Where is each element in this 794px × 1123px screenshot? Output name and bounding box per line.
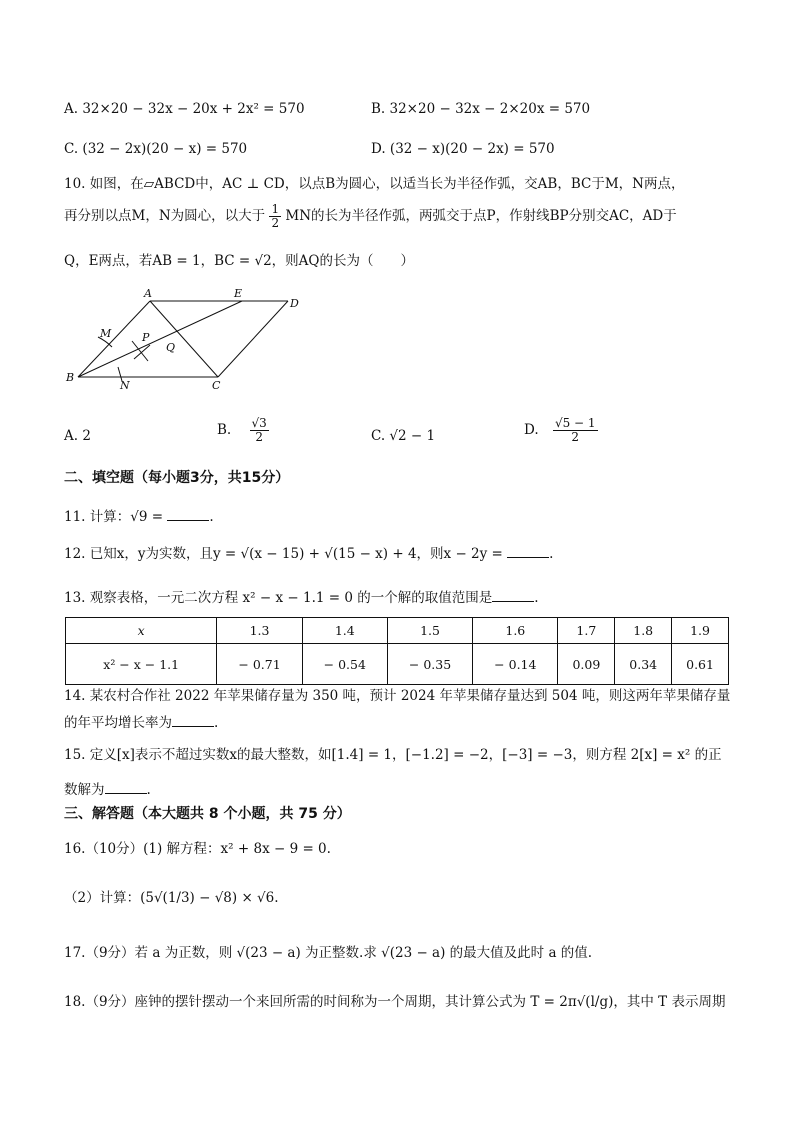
q11: 11. 计算：√9 = . bbox=[64, 509, 214, 525]
section-fill-in-heading: 二、填空题（每小题3分，共15分） bbox=[64, 470, 290, 486]
figure-label-b: B bbox=[66, 371, 75, 384]
q10-option-b: B. $\frac{√3}{2}$ bbox=[217, 416, 267, 445]
parallelogram-figure bbox=[60, 285, 320, 395]
fraction-one-half: $\frac{1}{2}$ bbox=[271, 202, 280, 231]
q10-line1: 10. 如图，在▱ABCD中，AC ⊥ CD，以点B为圆心，以适当长为半径作弧，交AB，BC于M，N两点， bbox=[64, 176, 685, 192]
figure-label-e: E bbox=[234, 287, 243, 300]
q10-line3: Q，E两点，若AB = 1，BC = √2，则AQ的长为（ ） bbox=[64, 253, 414, 269]
figure-label-c: C bbox=[212, 379, 221, 392]
q12: 12. 已知x，y为实数，且y = √(x − 15) + √(15 − x) + 4，则x − 2y = . bbox=[64, 546, 554, 562]
answer-blank[interactable] bbox=[105, 781, 147, 794]
figure-label-q: Q bbox=[166, 341, 176, 354]
q9-option-a: A. 32×20 − 32x − 20x + 2x² = 570 bbox=[64, 101, 305, 117]
segment-dc bbox=[218, 301, 288, 377]
q14-line1: 14. 某农村合作社 2022 年苹果储存量为 350 吨，预计 2024 年苹果储存量达到 504 吨，则这两年苹果储存量 bbox=[64, 688, 731, 704]
figure-label-n: N bbox=[120, 379, 130, 392]
q17: 17.（9分）若 a 为正数，则 √(23 − a) 为正整数.求 √(23 − a) 的最大值及此时 a 的值. bbox=[64, 945, 593, 961]
figure-label-d: D bbox=[290, 297, 299, 310]
q15-line2: 数解为 . bbox=[64, 782, 151, 798]
q10-option-c: C. √2 − 1 bbox=[371, 428, 436, 444]
figure-label-p: P bbox=[142, 331, 150, 344]
value-table bbox=[65, 617, 729, 685]
q10-option-a: A. 2 bbox=[64, 428, 91, 444]
answer-blank[interactable] bbox=[167, 508, 209, 521]
table-row: x² − x − 1.1 − 0.71 − 0.54 − 0.35 − 0.14 0.09 0.34 0.61 bbox=[66, 644, 729, 685]
figure-label-m: M bbox=[100, 327, 112, 340]
q9-option-c: C. (32 − 2x)(20 − x) = 570 bbox=[64, 141, 248, 157]
q9-option-d: D. (32 − x)(20 − 2x) = 570 bbox=[371, 141, 555, 157]
q10-line2: 再分别以点M，N为圆心，以大于 $\frac{1}{2}$ MN的长为半径作弧，两弧交于点P，作射线BP分别交AC，AD于 bbox=[64, 202, 677, 231]
q14-line2: 的年平均增长率为 . bbox=[64, 715, 219, 731]
answer-blank[interactable] bbox=[507, 545, 549, 558]
q16-line1: 16.（10分）(1) 解方程：x² + 8x − 9 = 0. bbox=[64, 841, 331, 857]
figure-label-a: A bbox=[144, 287, 152, 300]
q9-option-b: B. 32×20 − 32x − 2×20x = 570 bbox=[371, 101, 591, 117]
answer-blank[interactable] bbox=[492, 589, 534, 602]
q16-line2: （2）计算：(5√(1/3) − √8) × √6. bbox=[64, 890, 279, 906]
section-solutions-heading: 三、解答题（本大题共 8 个小题，共 75 分） bbox=[64, 806, 351, 822]
q18: 18.（9分）座钟的摆针摆动一个来回所需的时间称为一个周期，其计算公式为 T = 2π√(l/g)，其中 T 表示周期 bbox=[64, 994, 726, 1010]
table-row: x 1.3 1.4 1.5 1.6 1.7 1.8 1.9 bbox=[66, 618, 729, 644]
answer-blank[interactable] bbox=[172, 714, 214, 727]
q15-line1: 15. 定义[x]表示不超过实数x的最大整数，如[1.4] = 1，[−1.2] = −2，[−3] = −3，则方程 2[x] = x² 的正 bbox=[64, 747, 722, 763]
q10-option-d: D. $\frac{√5 - 1}{2}$ bbox=[524, 416, 596, 445]
segment-ab bbox=[78, 301, 150, 377]
q13: 13. 观察表格，一元二次方程 x² − x − 1.1 = 0 的一个解的取值范围是 . bbox=[64, 590, 539, 606]
